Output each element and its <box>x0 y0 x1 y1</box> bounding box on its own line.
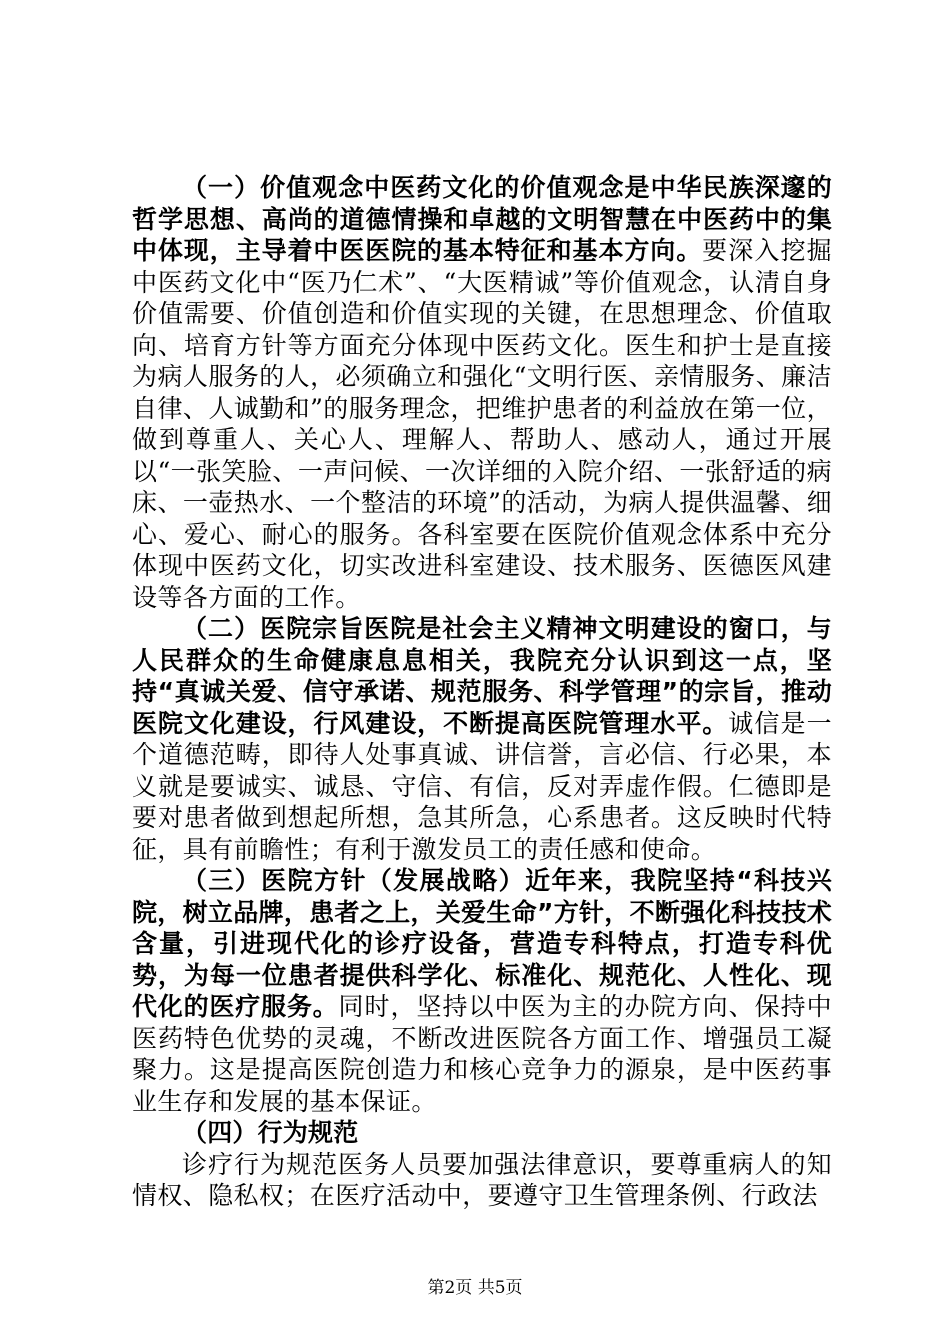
paragraph-value-concept <box>132 172 832 613</box>
paragraph-conduct-norms <box>132 1117 832 1149</box>
heading-hospital-purpose: （二）医院宗旨医院是社会主义精神文明建设的窗口，与人民群众的生命健康息息相关，我院充分认识到这一点，坚持“真诚关爱、信守承诺、规范服务、科学管理”的宗旨，推动医院文化建设，行风建设，不断提高医院管理水平。 <box>132 614 832 738</box>
paragraph-clinical-conduct <box>132 1149 832 1212</box>
body-clinical-conduct: 诊疗行为规范医务人员要加强法律意识，要尊重病人的知情权、隐私权；在医疗活动中，要遵守卫生管理条例、行政法 <box>132 1149 832 1210</box>
paragraph-hospital-purpose <box>132 613 832 865</box>
heading-value-concept: （一）价值观念中医药文化的价值观念是中华民族深邃的哲学思想、高尚的道德情操和卓越的文明智慧在中医药中的集中体现，主导着中医医院的基本特征和基本方向。 <box>132 173 832 265</box>
body-hospital-policy: 同时，坚持以中医为主的办院方向、保持中医药特色优势的灵魂，不断改进医院各方面工作、增强员工凝聚力。这是提高医院创造力和核心竞争力的源泉，是中医药事业生存和发展的基本保证。 <box>132 992 832 1116</box>
heading-conduct-norms: （四）行为规范 <box>182 1118 359 1147</box>
document-body <box>132 172 832 1212</box>
paragraph-hospital-policy <box>132 865 832 1117</box>
body-value-concept: 要深入挖掘中医药文化中“医乃仁术”、“大医精诚”等价值观念，认清自身价值需要、价值创造和价值实现的关键，在思想理念、价值取向、培育方针等方面充分体现中医药文化。医生和护士是直接为病人服务的人，必须确立和强化“文明行医、亲情服务、廉洁自律、人诚勤和”的服务理念，把维护患者的利益放在第一位，做到尊重人、关心人、理解人、帮助人、感动人，通过开展以“一张笑脸、一声问候、一次详细的入院介绍、一张舒适的病床、一壶热水、一个整洁的环境”的活动，为病人提供温馨、细心、爱心、耐心的服务。各科室要在医院价值观念体系中充分体现中医药文化，切实改进科室建设、技术服务、医德医风建设等各方面的工作。 <box>132 236 832 612</box>
heading-hospital-policy: （三）医院方针（发展战略）近年来，我院坚持“科技兴院，树立品牌，患者之上，关爱生命”方针，不断强化科技技术含量，引进现代化的诊疗设备，营造专科特点，打造专科优势，为每一位患者提供科学化、标准化、规范化、人性化、现代化的医疗服务。 <box>132 866 832 1021</box>
page-number-footer: 第2页 共5页 <box>427 1278 523 1298</box>
body-hospital-purpose: 诚信是一个道德范畴，即待人处事真诚、讲信誉，言必信、行必果，本义就是要诚实、诚恳、守信、有信，反对弄虚作假。仁德即是要对患者做到想起所想，急其所急，心系患者。这反映时代特征，具有前瞻性；有利于激发员工的责任感和使命。 <box>132 708 832 864</box>
